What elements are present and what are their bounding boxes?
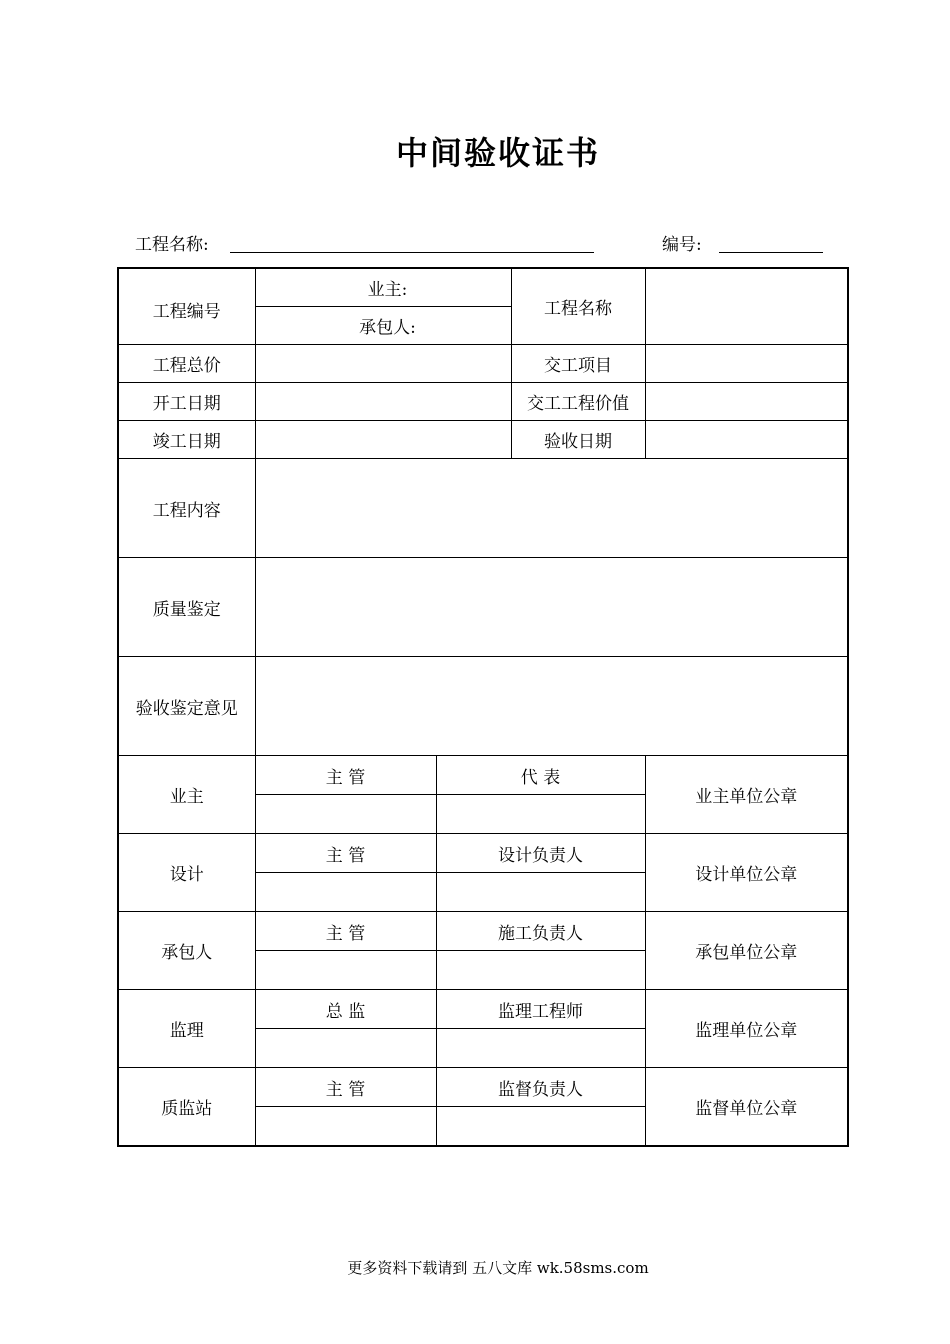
party-role1: 主 管 — [255, 1068, 436, 1107]
handover-value-label: 交工工程价值 — [511, 383, 645, 421]
table-row — [118, 657, 848, 756]
party-name: 质监站 — [118, 1068, 255, 1147]
table-row — [118, 459, 848, 558]
party-name: 业主 — [118, 756, 255, 834]
table-row — [118, 383, 848, 421]
document-title: 中间验收证书 — [395, 134, 600, 172]
project-name-value[interactable] — [645, 268, 848, 345]
party-role2: 设计负责人 — [436, 834, 645, 873]
table-row — [118, 756, 848, 795]
party-role2: 代 表 — [436, 756, 645, 795]
party-seal: 监理单位公章 — [645, 990, 848, 1068]
party-role1: 总 监 — [255, 990, 436, 1029]
party-name: 设计 — [118, 834, 255, 912]
table-row — [118, 990, 848, 1029]
party-role2-signature[interactable] — [436, 1107, 645, 1147]
handover-item-label: 交工项目 — [511, 345, 645, 383]
start-date-value[interactable] — [255, 383, 511, 421]
owner-label: 业主: — [255, 268, 511, 307]
party-name: 监理 — [118, 990, 255, 1068]
party-role1: 主 管 — [255, 756, 436, 795]
party-seal: 承包单位公章 — [645, 912, 848, 990]
party-role2-signature[interactable] — [436, 873, 645, 912]
quality-label: 质量鉴定 — [118, 558, 255, 657]
project-name-label: 工程名称: — [135, 235, 209, 255]
party-role2: 监理工程师 — [436, 990, 645, 1029]
party-role1-signature[interactable] — [255, 1107, 436, 1147]
party-seal: 监督单位公章 — [645, 1068, 848, 1147]
project-name-label-cell: 工程名称 — [511, 268, 645, 345]
party-seal: 设计单位公章 — [645, 834, 848, 912]
party-role2: 监督负责人 — [436, 1068, 645, 1107]
table-row — [118, 558, 848, 657]
table-row — [118, 912, 848, 951]
number-field — [662, 232, 702, 258]
content-label: 工程内容 — [118, 459, 255, 558]
acceptance-date-label: 验收日期 — [511, 421, 645, 459]
number-blank[interactable] — [719, 232, 823, 258]
party-role1: 主 管 — [255, 834, 436, 873]
opinion-value[interactable] — [255, 657, 848, 756]
footer-note: 更多资料下载请到 五八文库 wk.58sms.com — [347, 1259, 649, 1277]
contractor-label: 承包人: — [255, 307, 511, 345]
finish-date-value[interactable] — [255, 421, 511, 459]
handover-value-value[interactable] — [645, 383, 848, 421]
table-row — [118, 421, 848, 459]
party-role1-signature[interactable] — [255, 951, 436, 990]
table-row — [118, 345, 848, 383]
party-role1: 主 管 — [255, 912, 436, 951]
table-row — [118, 834, 848, 873]
number-label: 编号: — [662, 235, 702, 255]
project-no-label: 工程编号 — [118, 268, 255, 345]
opinion-label: 验收鉴定意见 — [118, 657, 255, 756]
acceptance-form-table — [117, 267, 849, 1147]
party-seal: 业主单位公章 — [645, 756, 848, 834]
party-role1-signature[interactable] — [255, 1029, 436, 1068]
table-row — [118, 268, 848, 307]
project-name-field — [135, 232, 209, 258]
quality-value[interactable] — [255, 558, 848, 657]
party-role2-signature[interactable] — [436, 1029, 645, 1068]
acceptance-date-value[interactable] — [645, 421, 848, 459]
content-value[interactable] — [255, 459, 848, 558]
party-name: 承包人 — [118, 912, 255, 990]
party-role1-signature[interactable] — [255, 873, 436, 912]
party-role1-signature[interactable] — [255, 795, 436, 834]
start-date-label: 开工日期 — [118, 383, 255, 421]
total-price-value[interactable] — [255, 345, 511, 383]
total-price-label: 工程总价 — [118, 345, 255, 383]
handover-item-value[interactable] — [645, 345, 848, 383]
project-name-blank[interactable] — [230, 232, 594, 258]
finish-date-label: 竣工日期 — [118, 421, 255, 459]
party-role2-signature[interactable] — [436, 951, 645, 990]
party-role2: 施工负责人 — [436, 912, 645, 951]
table-row — [118, 1068, 848, 1107]
party-role2-signature[interactable] — [436, 795, 645, 834]
